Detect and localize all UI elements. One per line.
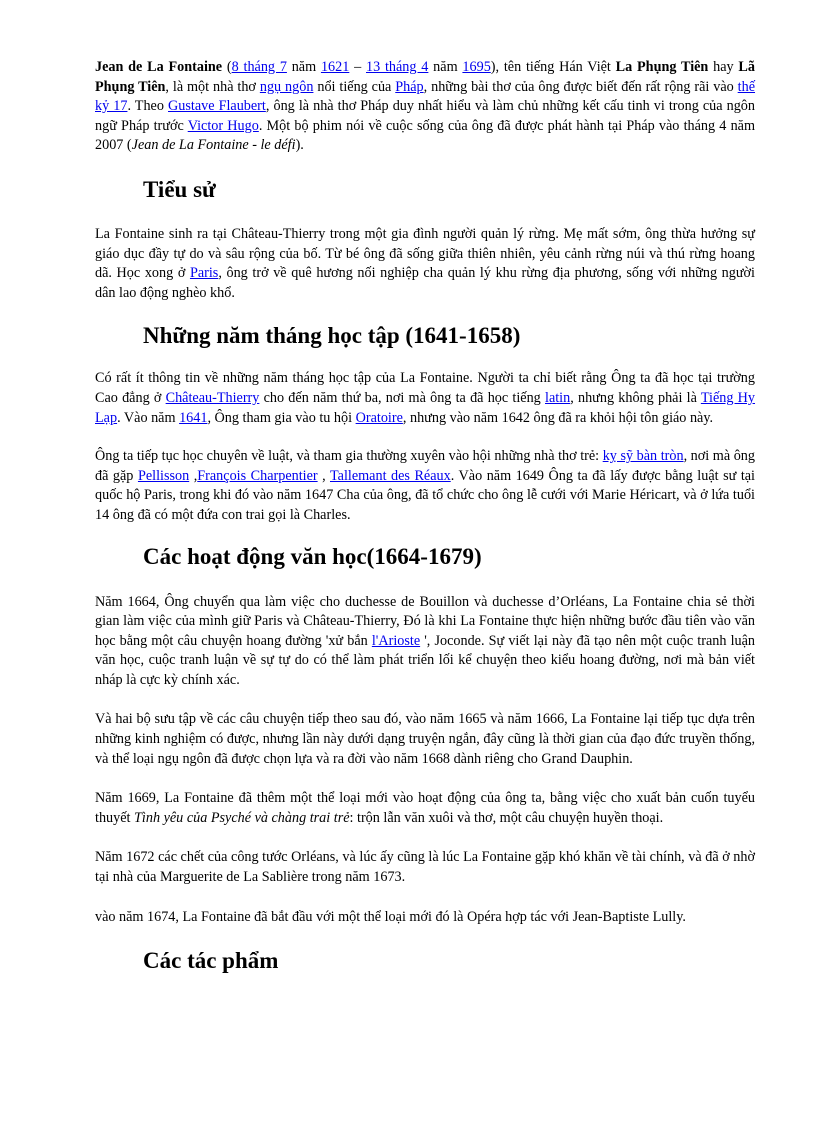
link-chateau-thierry[interactable]: Château-Thierry <box>165 389 260 406</box>
heading-tieu-su: Tiểu sử <box>143 176 216 202</box>
link-ngu-ngon[interactable]: ngụ ngôn <box>259 78 314 95</box>
paragraph-van-hoc-3: Năm 1669, La Fontaine đã thêm một thể loại mới vào hoạt động của ông ta, bằng việc cho xuất bản cuốn tuyểu thuyết Tình yêu của Psyché và chàng trai trẻ: trộn lẫn văn xuôi và thơ, một câu chuyện huyền thoại. <box>95 790 755 826</box>
paragraph-van-hoc-5: vào năm 1674, La Fontaine đã bắt đầu với một thể loại mới đó là Opéra hợp tác với Jean-Baptiste Lully. <box>95 908 686 925</box>
heading-van-hoc: Các hoạt động văn học(1664-1679) <box>143 543 482 569</box>
paragraph-van-hoc-4: Năm 1672 các chết của công tước Orléans, và lúc ấy cũng là lúc La Fontaine gặp khó khăn về tài chính, và đã ở nhờ tại nhà của Marguerite de La Sablière trong năm 1673. <box>95 849 755 886</box>
paragraph-hoc-tap-2: Ông ta tiếp tục học chuyên về luật, và tham gia thường xuyên vào hội những nhà thơ trẻ: kỵ sỹ bàn tròn, nơi mà ông đã gặp Pellisson ,François Charpentier , Tallemant des Réaux. Vào năm 1649 Ông ta đã lấy được bằng luật sư tại quốc hộ Paris, trong khi đó vào năm 1647 Cha của ông, đã tổ chức cho ông lễ cưới với Marie Héricart, và ở lứa tuổi 14 ông đã có một đứa con trai gọi là Charles. <box>95 448 755 523</box>
link-birth-date[interactable]: 8 tháng 7 <box>231 59 287 75</box>
novel-title: Tình yêu của Psyché và chàng trai trẻ <box>134 809 350 826</box>
link-tieng-hy-lap[interactable]: Tiếng Hy Lạp <box>95 389 756 426</box>
link-phap[interactable]: Pháp <box>395 78 424 95</box>
intro-paragraph: Jean de La Fontaine (8 tháng 7 năm 1621 – 13 tháng 4 năm 1695), tên tiếng Hán Việt La Phụng Tiên hay Lã Phụng Tiên, là một nhà thơ ngụ ngôn nổi tiếng của Pháp, những bài thơ của ông được biết đến rất rộng rãi vào thế kỷ 17. Theo Gustave Flaubert, ông là nhà thơ Pháp duy nhất hiểu và làm chủ những kết cấu tinh vi trong của ngôn ngữ Pháp trước Victor Hugo. Một bộ phim nói về cuộc sống của ông đã được phát hành tại Pháp vào tháng 4 năm 2007 (Jean de La Fontaine - le défi). <box>95 59 756 154</box>
link-death-date[interactable]: 13 tháng 4 <box>366 59 429 75</box>
link-year-1641[interactable]: 1641 <box>179 409 208 426</box>
link-pellisson[interactable]: Pellisson <box>137 467 190 484</box>
link-year-1621[interactable]: 1621 <box>320 59 350 75</box>
han-viet-name: La Phụng Tiên <box>615 59 709 75</box>
link-the-ky-17[interactable]: thế kỷ 17 <box>95 78 756 115</box>
paragraph-van-hoc-2: Và hai bộ sưu tập về các câu chuyện tiếp theo sau đó, vào năm 1665 và năm 1666, La Fontaine lại tiếp tục dựa trên những kinh nghiệm có được, nhưng lần này dưới dạng truyện ngắn, đây cũng là thời gian của đạo đức truyền thống, và thể loại ngụ ngôn đã được chọn lựa và ra đời vào năm 1668 dành riêng cho Grand Dauphin. <box>95 711 755 767</box>
han-viet-name-alt: Lã Phụng Tiên <box>95 59 755 95</box>
link-francois-charpentier[interactable]: François Charpentier <box>197 467 318 484</box>
paragraph-hoc-tap-1: Có rất ít thông tin về những năm tháng học tập của La Fontaine. Người ta chỉ biết rằng Ông ta đã học tại trường Cao đẳng ở Château-Thierry cho đến năm thứ ba, nơi mà ông ta đã học tiếng latin, nhưng không phải là Tiếng Hy Lạp. Vào năm 1641, Ông tham gia vào tu hội Oratoire, nhưng vào năm 1642 ông đã ra khỏi hội tôn giáo này. <box>95 370 756 426</box>
link-paris[interactable]: Paris <box>189 265 219 282</box>
link-oratoire[interactable]: Oratoire <box>355 409 403 426</box>
link-victor-hugo[interactable]: Victor Hugo <box>187 117 259 134</box>
document-page <box>95 58 755 975</box>
link-year-1695[interactable]: 1695 <box>462 59 491 75</box>
paragraph-tieu-su: La Fontaine sinh ra tại Château-Thierry trong một gia đình người quản lý rừng. Mẹ mất sớm, ông thừa hưởng sự giáo dục đầy tự do và sâu rộng của bố. Từ bé ông đã sống giữa thiên nhiên, yêu cảnh rừng núi và thú rừng hoang dã. Học xong ở Paris, ông trở về quê hương nối nghiệp cha quản lý khu rừng địa phương, sống với những người dân lao động nghèo khổ. <box>95 225 755 301</box>
subject-name: Jean de La Fontaine <box>95 59 223 75</box>
link-tallemant-des-reaux[interactable]: Tallemant des Réaux <box>329 467 451 484</box>
link-gustave-flaubert[interactable]: Gustave Flaubert <box>168 98 266 115</box>
heading-tac-pham: Các tác phẩm <box>143 948 279 974</box>
link-ky-sy-ban-tron[interactable]: kỵ sỹ bàn tròn <box>602 448 684 465</box>
link-latin[interactable]: latin <box>545 389 571 406</box>
film-title: Jean de La Fontaine - le défi <box>131 137 296 154</box>
link-arioste[interactable]: l'Arioste <box>371 632 421 649</box>
heading-hoc-tap: Những năm tháng học tập (1641-1658) <box>143 323 521 349</box>
paragraph-van-hoc-1: Năm 1664, Ông chuyển qua làm việc cho duchesse de Bouillon và duchesse d’Orléans, La Fontaine chia sẻ thời gian làm việc của mình giữ Paris và Château-Thierry, Đó là khi La Fontaine thực hiện những bước đầu tiên vào văn học bằng một câu chuyện hoang đường 'xử bắn l'Arioste ', Joconde. Sự viết lại này đã tạo nên một cuộc tranh luận văn học, cuộc tranh luận về sự tự do có thể làm phát triển lối kể chuyện theo kiểu hoang đường, nơi mà bản viết nháp là cực kỳ chính xác. <box>95 593 755 688</box>
